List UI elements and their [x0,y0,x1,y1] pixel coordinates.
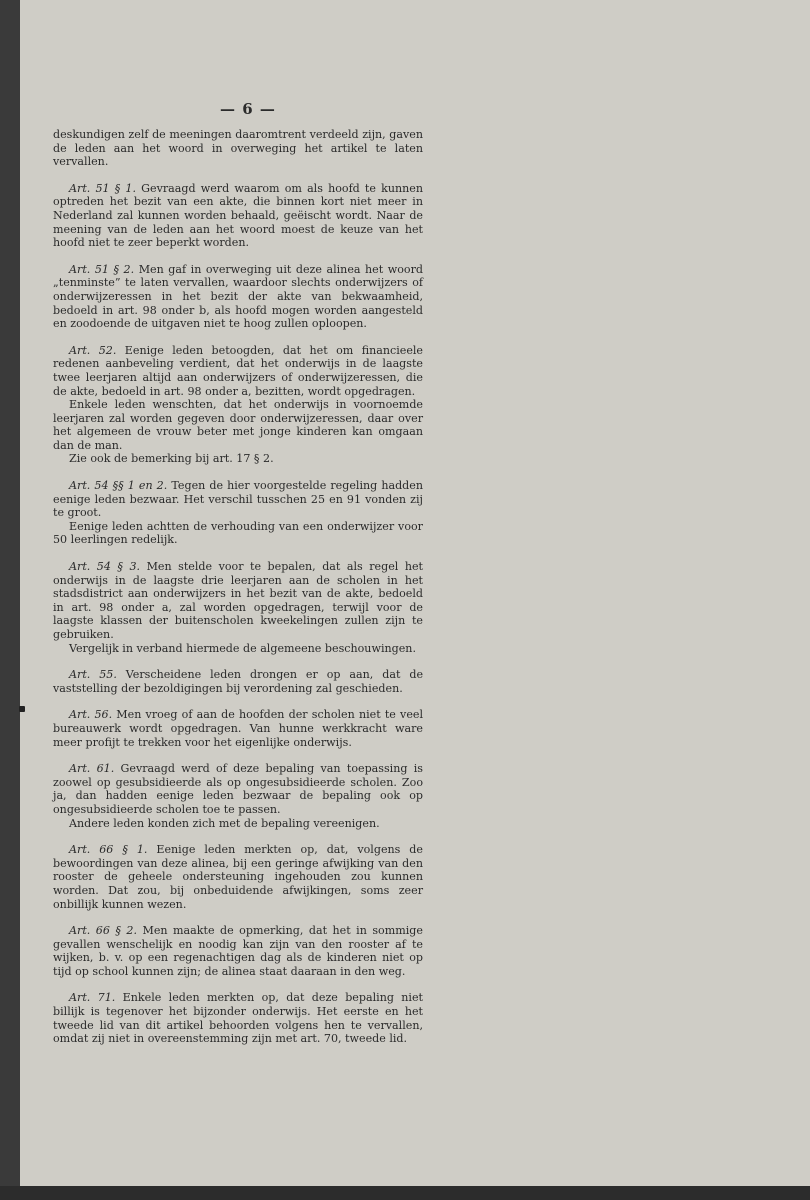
text-column [53,128,423,1059]
paragraph [53,817,423,831]
page-number: — 6 — [220,100,276,118]
paragraph-text: Men stelde voor te bepalen, dat als regel het onderwijs in de laagste drie leerjaren aan de scholen in het stadsdistrict aan onderwijzers in het bezit van de akte, bedoeld in art. 98 onder a, zal worden opgedragen, terwijl voor de laagste klassen der buitenscholen kweekelingen zullen zijn te gebruiken. [53,560,423,641]
article-paragraph [53,762,423,816]
article-reference: Art. 56. [69,708,113,722]
article-paragraph [53,668,423,695]
paragraph-text: Gevraagd werd of deze bepaling van toepassing is zoowel op gesubsidieerde als op ongesubsidieerde scholen. Zoo ja, dan hadden eenige leden bezwaar de bepaling ook op ongesubsidieerde scholen toe te passen. [53,762,424,816]
article-paragraph [53,263,423,331]
text-block [53,924,423,978]
paragraph-text: Andere leden konden zich met de bepaling vereenigen. [69,816,380,830]
text-block [53,708,423,749]
text-block [53,182,423,250]
text-block [53,762,423,830]
paragraph-text: Men vroeg of aan de hoofden der scholen niet te veel bureauwerk wordt opgedragen. Van hunne werkkracht ware meer profijt te trekken voor het eigenlijke onderwijs. [53,708,423,749]
paragraph-text: Gevraagd werd waarom om als hoofd te kunnen optreden het bezit van een akte, die binnen kort niet meer in Nederland zal kunnen worden behaald, geëischt wordt. Naar de meening van de leden aan het woord moest de keuze van het hoofd niet te zeer beperkt worden. [53,181,423,250]
paragraph-text: Eenige leden achtten de verhouding van een onderwijzer voor 50 leerlingen redelijk. [53,519,423,547]
article-reference: Art. 52. [69,343,117,357]
text-block [53,991,423,1045]
paragraph [53,128,423,169]
article-reference: Art. 61. [69,762,115,776]
article-paragraph [53,991,423,1045]
article-paragraph [53,344,423,398]
scan-border [0,1186,810,1200]
article-reference: Art. 66 § 1. [69,843,148,857]
text-block [53,344,423,466]
text-block [53,479,423,547]
text-block [53,560,423,655]
text-block [53,843,423,911]
paragraph-text: deskundigen zelf de meeningen daaromtrent verdeeld zijn, gaven de leden aan het woord in overweging het artikel te laten vervallen. [53,128,423,169]
paragraph-text: Verscheidene leden drongen er op aan, dat de vaststelling der bezoldigingen bij verordening zal geschieden. [53,668,424,695]
article-paragraph [53,560,423,642]
paragraph-text: Vergelijk in verband hiermede de algemeene beschouwingen. [69,641,416,655]
article-reference: Art. 71. [69,991,116,1005]
article-paragraph [53,479,423,520]
article-reference: Art. 54 § 3. [69,560,141,574]
paragraph [53,398,423,452]
text-block [53,263,423,331]
article-reference: Art. 54 §§ 1 en 2. [69,479,168,493]
paragraph-text: Tegen de hier voorgestelde regeling hadden eenige leden bezwaar. Het verschil tusschen 25 en 91 vonden zij te groot. [53,479,423,520]
article-reference: Art. 66 § 2. [69,924,137,938]
article-reference: Art. 51 § 1. [69,181,136,195]
paragraph [53,520,423,547]
article-paragraph [53,843,423,911]
paragraph-text: Zie ook de bemerking bij art. 17 § 2. [69,452,274,466]
paragraph-text: Eenige leden merkten op, dat, volgens de bewoordingen van deze alinea, bij een geringe afwijking van den rooster de geheele ondersteuning ingehouden zou kunnen worden. Dat zou, bij onbeduidende afwijkingen, soms zeer onbillijk kunnen wezen. [53,843,423,911]
text-block [53,668,423,695]
paragraph-text: Eenige leden betoogden, dat het om financieele redenen aanbeveling verdient, dat het onderwijs in de laagste twee leerjaren altijd aan onderwijzers of onderwijzeressen, die de akte, bedoeld in art. 98 onder a, bezitten, wordt opgedragen. [53,343,423,398]
article-reference: Art. 51 § 2. [69,262,135,276]
article-reference: Art. 55. [69,668,117,682]
text-block [53,128,423,169]
paragraph [53,642,423,656]
paragraph-text: Men maakte de opmerking, dat het in sommige gevallen wenschelijk en noodig kan zijn van den rooster af te wijken, b. v. op een regenachtigen dag als de kinderen niet op tijd op school kunnen zijn; de alinea staat daaraan in den weg. [53,924,423,978]
article-paragraph [53,924,423,978]
paragraph [53,452,423,466]
paragraph-text: Enkele leden merkten op, dat deze bepaling niet billijk is tegenover het bijzonder onderwijs. Het eerste en het tweede lid van dit artikel behoorden volgens hen te vervallen, omdat zij niet in overeenstemming zijn met art. 70, tweede lid. [53,991,424,1046]
article-paragraph [53,182,423,250]
article-paragraph [53,708,423,749]
document-page [20,0,810,1186]
paragraph-text: Men gaf in overweging uit deze alinea het woord „tenminste” te laten vervallen, waardoor slechts onderwijzers of onderwijzeressen in het bezit der akte van bekwaamheid, bedoeld in art. 98 onder b, als hoofd mogen worden aangesteld en zoodoende de uitgaven niet te hoog zullen oploopen. [53,262,423,331]
ink-mark [19,706,25,712]
paragraph-text: Enkele leden wenschten, dat het onderwijs in voornoemde leerjaren zal worden gegeven door onderwijzeressen, daar over het algemeen de vrouw beter met jonge kinderen kan omgaan dan de man. [53,398,423,452]
